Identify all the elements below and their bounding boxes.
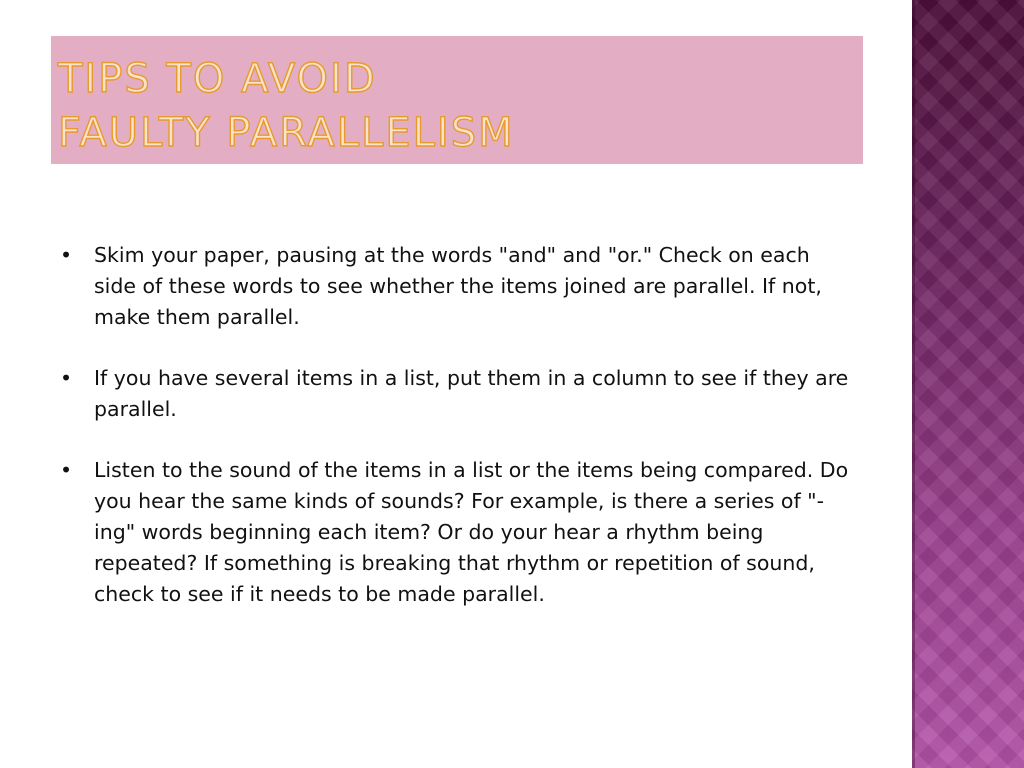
side-panel-edge: [912, 0, 915, 768]
slide-title-line-2: FAULTY PARALLELISM: [58, 110, 515, 156]
bullet-item-1: [60, 240, 850, 333]
bullet-text-2: If you have several items in a list, put them in a column to see if they are parallel.: [94, 366, 849, 421]
bullet-item-2: [60, 363, 850, 425]
decorative-side-panel: [912, 0, 1024, 768]
bullet-text-1: Skim your paper, pausing at the words "and" and "or." Check on each side of these words to see whether the items joined are parallel. If not, make them parallel.: [94, 243, 822, 329]
bullet-item-3: [60, 455, 850, 610]
bullet-dot-icon: •: [60, 243, 73, 267]
slide-title: [58, 52, 515, 160]
bullet-dot-icon: •: [60, 366, 73, 390]
bullet-text-3: Listen to the sound of the items in a list or the items being compared. Do you hear the same kinds of sounds? For example, is there a series of "-ing" words beginning each item? Or do your hear a rhythm being repeated? If something is breaking that rhythm or repetition of sound, check to see if it needs to be made parallel.: [94, 458, 849, 606]
bullet-list: [60, 240, 850, 640]
bullet-dot-icon: •: [60, 458, 73, 482]
slide-title-line-1: TIPS TO AVOID: [58, 56, 377, 102]
